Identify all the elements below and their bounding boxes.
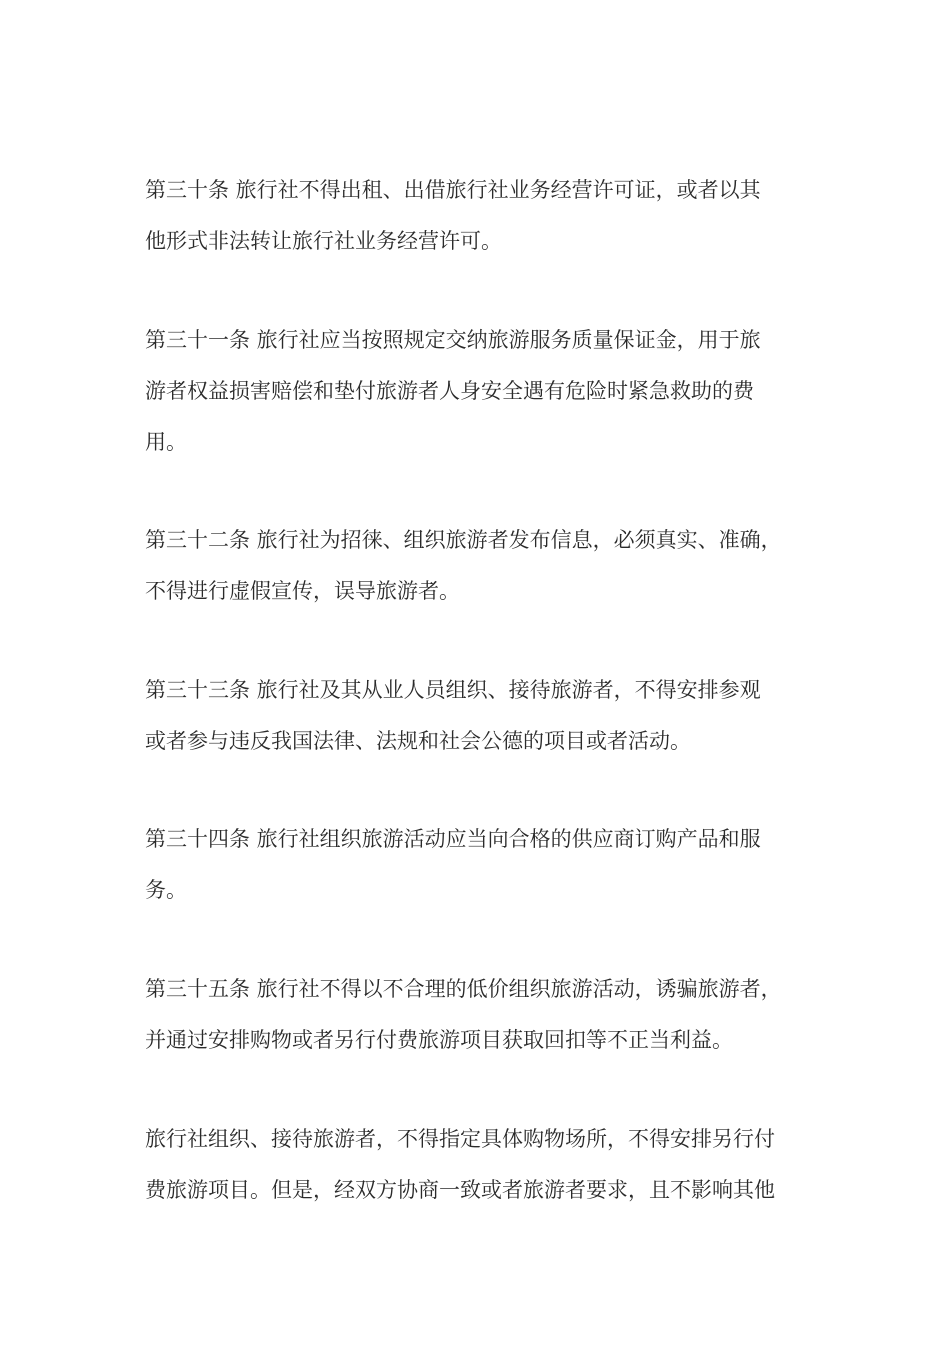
article-35-paragraph (145, 964, 815, 1066)
text-line: 第三十二条 旅行社为招徕、组织旅游者发布信息，必须真实、准确， (145, 528, 782, 552)
text-line: 第三十四条 旅行社组织旅游活动应当向合格的供应商订购产品和服 (145, 827, 761, 851)
text-line: 务。 (145, 878, 187, 902)
text-line: 第三十条 旅行社不得出租、出借旅行社业务经营许可证，或者以其 (145, 178, 761, 202)
text-line: 游者权益损害赔偿和垫付旅游者人身安全遇有危险时紧急救助的费 (145, 379, 754, 403)
text-line: 第三十一条 旅行社应当按照规定交纳旅游服务质量保证金，用于旅 (145, 328, 761, 352)
text-line: 旅行社组织、接待旅游者，不得指定具体购物场所，不得安排另行付 (145, 1127, 775, 1151)
text-line: 用。 (145, 430, 187, 454)
article-33-paragraph (145, 665, 815, 767)
article-32-paragraph (145, 515, 815, 617)
text-line: 第三十三条 旅行社及其从业人员组织、接待旅游者，不得安排参观 (145, 678, 761, 702)
text-line: 他形式非法转让旅行社业务经营许可。 (145, 229, 502, 253)
text-line: 或者参与违反我国法律、法规和社会公德的项目或者活动。 (145, 729, 691, 753)
text-line: 第三十五条 旅行社不得以不合理的低价组织旅游活动，诱骗旅游者， (145, 977, 782, 1001)
article-31-paragraph (145, 315, 815, 468)
text-line: 不得进行虚假宣传，误导旅游者。 (145, 579, 460, 603)
article-30-paragraph (145, 165, 815, 267)
text-line: 并通过安排购物或者另行付费旅游项目获取回扣等不正当利益。 (145, 1028, 733, 1052)
text-line: 费旅游项目。但是，经双方协商一致或者旅游者要求，且不影响其他 (145, 1178, 775, 1202)
article-34-paragraph (145, 814, 815, 916)
article-35-continuation-paragraph (145, 1114, 815, 1216)
